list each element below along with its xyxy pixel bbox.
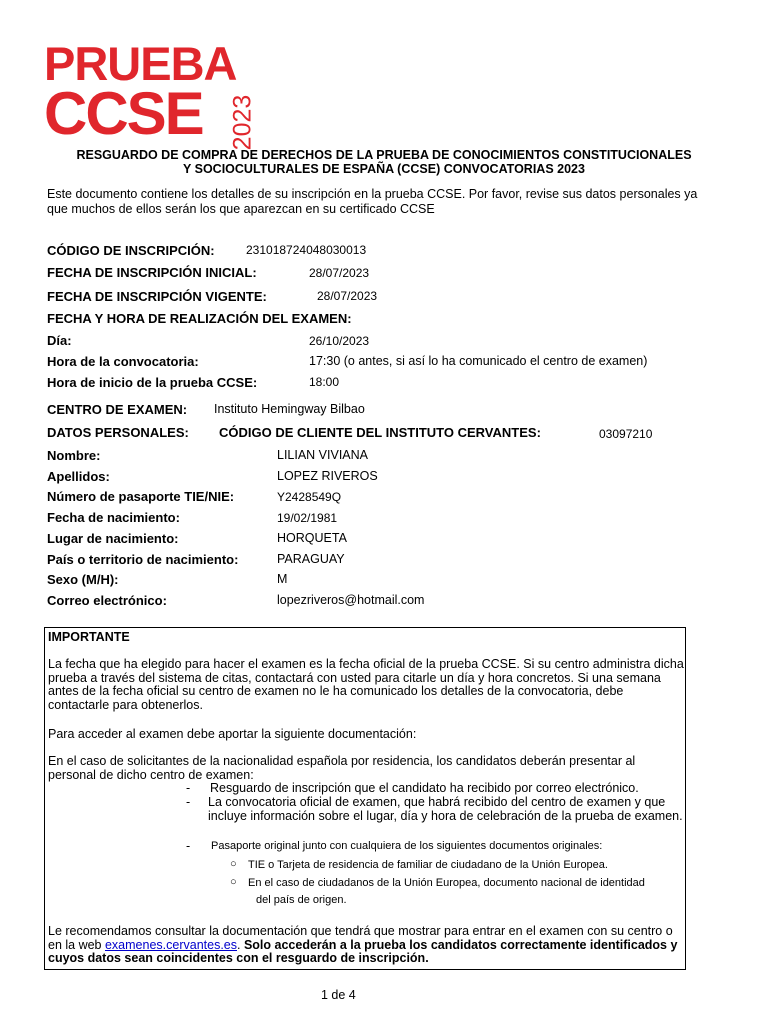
dash-3: - [186, 839, 191, 853]
birthdate-value: 19/02/1981 [277, 511, 338, 525]
surname-value: LOPEZ RIVEROS [277, 469, 378, 483]
important-paragraph-3: En el caso de solicitantes de la nacionalidad española por residencia, los candidatos deberán presentar al personal de dicho centro de examen: [48, 754, 636, 782]
sex-value: M [277, 572, 288, 586]
document-title [20, 148, 748, 176]
client-code-label: CÓDIGO DE CLIENTE DEL INSTITUTO CERVANTES: [219, 425, 541, 440]
exam-day-value: 26/10/2023 [309, 334, 370, 348]
email-label: Correo electrónico: [47, 593, 167, 608]
ccse-logo [44, 37, 264, 151]
bullet-convocation: La convocatoria oficial de examen, que habrá recibido del centro de examen y que incluye información sobre el lugar, día y hora de celebración de la prueba de examen. [208, 795, 683, 823]
recommendation-period: . [237, 937, 244, 952]
exam-heading: FECHA Y HORA DE REALIZACIÓN DEL EXAMEN: [47, 311, 352, 326]
access-warning: Solo accederán a la prueba los candidatos correctamente identificados y cuyos datos sean coincidentes con el resguardo de inscripción. [48, 937, 678, 965]
passport-label: Número de pasaporte TIE/NIE: [47, 489, 235, 504]
country-label: País o territorio de nacimiento: [47, 552, 239, 567]
sub-bullet-eu-line1: En el caso de ciudadanos de la Unión Europea, documento nacional de identidad [248, 877, 645, 889]
birthdate-label: Fecha de nacimiento: [47, 510, 180, 525]
name-value: LILIAN VIVIANA [277, 448, 369, 462]
important-paragraph-1: La fecha que ha elegido para hacer el examen es la fecha oficial de la prueba CCSE. Si su centro administra dicha prueba a través del sistema de citas, contactará con usted para citarle un día y hora concretos. Si una semana antes de la fecha oficial su centro de examen no le ha comunicado los detalles de la convocatoria, debe contactarle para obtenerlos. [48, 657, 684, 712]
exam-start-label: Hora de inicio de la prueba CCSE: [47, 375, 258, 390]
code-value: 231018724048030013 [246, 243, 367, 257]
dash-1: - [186, 781, 191, 795]
passport-value: Y2428549Q [277, 490, 342, 504]
center-value: Instituto Hemingway Bilbao [214, 402, 365, 416]
code-label: CÓDIGO DE INSCRIPCIÓN: [47, 243, 215, 258]
page-number: 1 de 4 [321, 988, 356, 1002]
recommendation-text: Le recomendamos consultar la documentación que tendrá que mostrar para entrar en el examen con su centro o en la web [48, 924, 673, 952]
cervantes-link[interactable]: examenes.cervantes.es [104, 937, 237, 952]
logo-year [222, 92, 272, 151]
birthplace-label: Lugar de nacimiento: [47, 531, 179, 546]
exam-start-value: 18:00 [309, 375, 340, 389]
personal-heading: DATOS PERSONALES: [47, 425, 189, 440]
exam-call-label: Hora de la convocatoria: [47, 354, 199, 369]
name-label: Nombre: [47, 448, 101, 463]
dash-2: - [186, 795, 191, 809]
birthplace-value: HORQUETA [277, 531, 347, 545]
client-code-value: 03097210 [599, 427, 653, 441]
bullet-passport: Pasaporte original junto con cualquiera de los siguientes documentos originales: [211, 840, 603, 852]
email-value: lopezriveros@hotmail.com [277, 593, 425, 607]
title-line-2: Y SOCIOCULTURALES DE ESPAÑA (CCSE) CONVOCATORIAS 2023 [183, 162, 585, 176]
initial-date-label: FECHA DE INSCRIPCIÓN INICIAL: [47, 265, 257, 280]
logo-prueba: PRUEBA [44, 37, 237, 90]
sex-label: Sexo (M/H): [47, 572, 119, 587]
intro-text: Este documento contiene los detalles de su inscripción en la prueba CCSE. Por favor, revise sus datos personales ya que muchos de ellos serán los que aparezcan en su certificado CCSE [47, 187, 698, 216]
important-box [44, 627, 686, 970]
important-paragraph-4 [48, 925, 684, 966]
country-value: PARAGUAY [277, 552, 345, 566]
bullet-receipt: Resguardo de inscripción que el candidato ha recibido por correo electrónico. [210, 781, 639, 795]
circle-2: ○ [230, 876, 237, 888]
initial-date-value: 28/07/2023 [309, 266, 370, 280]
sub-bullet-eu-line2: del país de origen. [256, 894, 347, 906]
current-date-label: FECHA DE INSCRIPCIÓN VIGENTE: [47, 289, 267, 304]
important-heading: IMPORTANTE [48, 630, 130, 644]
sub-bullet-tie: TIE o Tarjeta de residencia de familiar de ciudadano de la Unión Europea. [248, 859, 608, 871]
important-paragraph-2: Para acceder al examen debe aportar la siguiente documentación: [48, 727, 417, 741]
exam-day-label: Día: [47, 333, 72, 348]
surname-label: Apellidos: [47, 469, 110, 484]
circle-1: ○ [230, 858, 237, 870]
exam-call-value: 17:30 (o antes, si así lo ha comunicado el centro de examen) [309, 354, 648, 368]
logo-ccse: CCSE [44, 80, 203, 147]
logo-year-text: 2023 [228, 94, 257, 151]
center-label: CENTRO DE EXAMEN: [47, 402, 188, 417]
current-date-value: 28/07/2023 [317, 289, 378, 303]
title-line-1: RESGUARDO DE COMPRA DE DERECHOS DE LA PRUEBA DE CONOCIMIENTOS CONSTITUCIONALES [76, 148, 692, 162]
